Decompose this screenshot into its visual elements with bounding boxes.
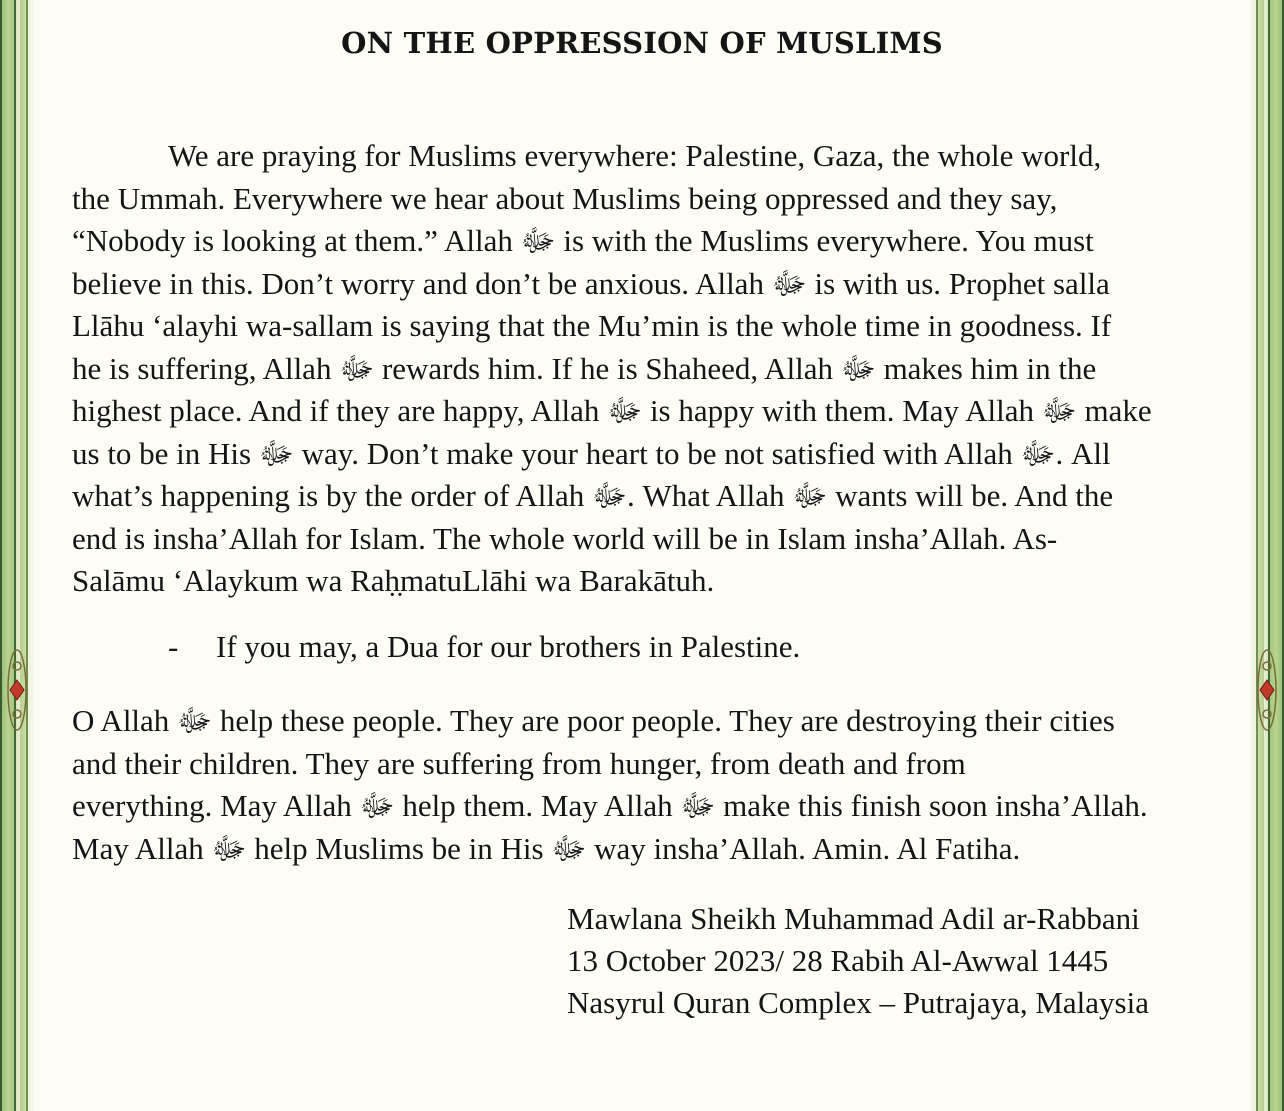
document-title: ON THE OPPRESSION OF MUSLIMS	[341, 26, 943, 60]
paragraph-line: end is insha’Allah for Islam. The whole world will be in Islam insha’Allah. As-	[72, 520, 1058, 556]
right-decorative-border	[1250, 0, 1284, 1111]
paragraph-line: Salāmu ‘Alaykum wa Raḥ̣matuLlāhi wa Barakātuh.	[72, 563, 715, 598]
paragraph-1	[72, 135, 1242, 603]
bullet-marker: -	[168, 629, 179, 664]
left-decorative-border	[0, 0, 34, 1111]
paragraph-line: everything. May Allah ﷻ help them. May Allah ﷻ make this finish soon insha’Allah.	[72, 788, 1148, 823]
bullet-item	[72, 626, 800, 668]
paragraph-2	[72, 700, 1242, 870]
left-border-ornament-icon	[4, 646, 30, 734]
paragraph-line: believe in this. Don’t worry and don’t be anxious. Allah ﷻ is with us. Prophet salla	[72, 265, 1110, 301]
paragraph-line: he is suffering, Allah ﷻ rewards him. If he is Shaheed, Allah ﷻ makes him in the	[72, 350, 1097, 386]
paragraph-line: O Allah ﷻ help these people. They are poor people. They are destroying their cities	[72, 703, 1115, 738]
signature-place: Nasyrul Quran Complex – Putrajaya, Malaysia	[567, 985, 1149, 1020]
paragraph-line: We are praying for Muslims everywhere: Palestine, Gaza, the whole world,	[168, 138, 1102, 173]
paragraph-line: highest place. And if they are happy, Allah ﷻ is happy with them. May Allah ﷻ make	[72, 393, 1152, 428]
paragraph-line: and their children. They are suffering from hunger, from death and from	[72, 745, 966, 781]
paragraph-line: us to be in His ﷻ way. Don’t make your heart to be not satisfied with Allah ﷻ. All	[72, 435, 1111, 471]
paragraph-line: what’s happening is by the order of Allah ﷻ. What Allah ﷻ wants will be. And the	[72, 478, 1114, 513]
bullet-text: If you may, a Dua for our brothers in Palestine.	[216, 629, 801, 664]
paragraph-line: Llāhu ‘alayhi wa-sallam is saying that the Mu’min is the whole time in goodness. If	[72, 308, 1112, 343]
paragraph-line: “Nobody is looking at them.” Allah ﷻ is with the Muslims everywhere. You must	[72, 223, 1094, 258]
signature-name: Mawlana Sheikh Muhammad Adil ar-Rabbani	[567, 901, 1140, 936]
signature-block	[567, 898, 1149, 1024]
right-border-ornament-icon	[1254, 646, 1280, 734]
paragraph-line: May Allah ﷻ help Muslims be in His ﷻ way insha’Allah. Amin. Al Fatiha.	[72, 830, 1021, 866]
paragraph-line: the Ummah. Everywhere we hear about Muslims being oppressed and they say,	[72, 180, 1058, 216]
signature-date: 13 October 2023/ 28 Rabih Al-Awwal 1445	[567, 943, 1109, 978]
